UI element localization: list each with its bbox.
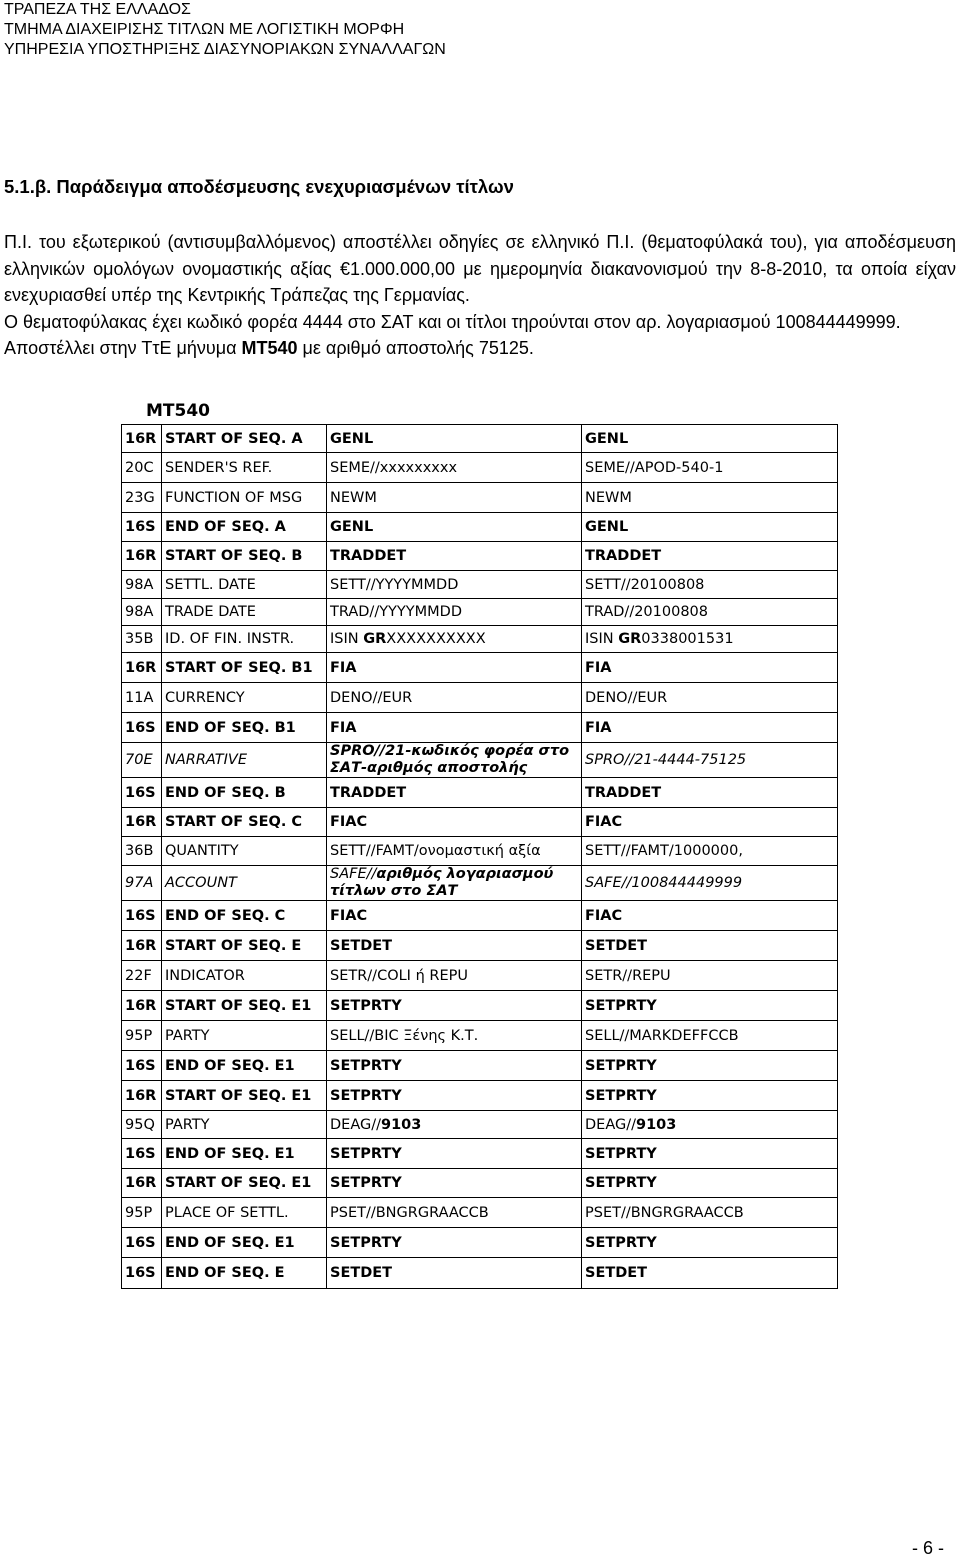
field-format: GENL <box>327 513 582 542</box>
field-value: TRADDET <box>582 778 838 808</box>
intro-p3-message-type: MT540 <box>241 338 298 358</box>
field-format: GENL <box>327 425 582 453</box>
field-format: FIAC <box>327 901 582 931</box>
table-row <box>122 837 838 866</box>
page-number: - 6 - <box>911 1538 944 1558</box>
field-name: FUNCTION OF MSG <box>162 483 327 513</box>
table-row <box>122 991 838 1021</box>
table-row <box>122 653 838 683</box>
field-tag: 16S <box>122 1139 162 1169</box>
field-value: ISIN GR0338001531 <box>582 626 838 653</box>
field-format: NEWM <box>327 483 582 513</box>
field-value: NEWM <box>582 483 838 513</box>
field-name: SETTL. DATE <box>162 571 327 599</box>
field-name: CURRENCY <box>162 683 327 713</box>
field-name: START OF SEQ. E1 <box>162 1169 327 1198</box>
field-name: SENDER'S REF. <box>162 453 327 483</box>
field-name: END OF SEQ. C <box>162 901 327 931</box>
field-format: SELL//BIC Ξένης Κ.Τ. <box>327 1021 582 1051</box>
field-format: SETPRTY <box>327 1169 582 1198</box>
field-name: END OF SEQ. B <box>162 778 327 808</box>
field-tag: 16S <box>122 1228 162 1258</box>
field-format: TRADDET <box>327 542 582 571</box>
field-name: END OF SEQ. A <box>162 513 327 542</box>
table-row <box>122 1169 838 1198</box>
intro-p3-prefix: Αποστέλλει στην ΤτΕ μήνυμα <box>4 338 242 358</box>
field-tag: 16S <box>122 1051 162 1081</box>
table-row <box>122 1198 838 1228</box>
field-tag: 16S <box>122 778 162 808</box>
table-row <box>122 1228 838 1258</box>
field-value: DEAG//9103 <box>582 1111 838 1139</box>
field-value: SPRO//21-4444-75125 <box>582 743 838 778</box>
table-row <box>122 626 838 653</box>
field-format: FIA <box>327 713 582 743</box>
field-format: FIA <box>327 653 582 683</box>
field-tag: 16R <box>122 1081 162 1111</box>
table-title: MT540 <box>146 401 210 421</box>
field-value: SELL//MARKDEFFCCB <box>582 1021 838 1051</box>
field-tag: 95Q <box>122 1111 162 1139</box>
field-format: FIAC <box>327 808 582 837</box>
field-tag: 35B <box>122 626 162 653</box>
field-name: PARTY <box>162 1111 327 1139</box>
field-name: END OF SEQ. B1 <box>162 713 327 743</box>
field-tag: 16S <box>122 513 162 542</box>
table-row <box>122 961 838 991</box>
field-tag: 16S <box>122 901 162 931</box>
intro-text <box>4 229 956 362</box>
field-format: SETPRTY <box>327 1051 582 1081</box>
field-name: END OF SEQ. E <box>162 1258 327 1289</box>
table-row <box>122 571 838 599</box>
table-row <box>122 542 838 571</box>
field-format: SETPRTY <box>327 1081 582 1111</box>
field-value: SAFE//100844449999 <box>582 866 838 901</box>
field-value: SETDET <box>582 931 838 961</box>
table-row <box>122 483 838 513</box>
intro-p3-suffix: με αριθμό αποστολής 75125. <box>297 338 534 358</box>
field-name: START OF SEQ. A <box>162 425 327 453</box>
header-line-1: ΤΡΑΠΕΖΑ ΤΗΣ ΕΛΛΑΔΟΣ <box>4 1 191 18</box>
table-row <box>122 866 838 901</box>
field-name: ACCOUNT <box>162 866 327 901</box>
field-format: SETPRTY <box>327 991 582 1021</box>
field-value: SETT//FAMT/1000000, <box>582 837 838 866</box>
field-value: GENL <box>582 425 838 453</box>
table-row <box>122 425 838 453</box>
table-row <box>122 931 838 961</box>
field-tag: 16R <box>122 991 162 1021</box>
field-format: TRAD//YYYYMMDD <box>327 599 582 626</box>
field-value: SETPRTY <box>582 991 838 1021</box>
field-tag: 95P <box>122 1021 162 1051</box>
field-format: SETPRTY <box>327 1228 582 1258</box>
mt540-table-body <box>122 425 838 1289</box>
field-name: INDICATOR <box>162 961 327 991</box>
field-name: QUANTITY <box>162 837 327 866</box>
table-row <box>122 683 838 713</box>
header-line-2: ΤΜΗΜΑ ΔΙΑΧΕΙΡΙΣΗΣ ΤΙΤΛΩΝ ΜΕ ΛΟΓΙΣΤΙΚΗ ΜΟΡΦΗ <box>4 21 405 38</box>
field-value: DENO//EUR <box>582 683 838 713</box>
field-value: PSET//BNGRGRAACCB <box>582 1198 838 1228</box>
table-row <box>122 513 838 542</box>
table-row <box>122 1111 838 1139</box>
field-format: SETDET <box>327 931 582 961</box>
field-tag: 16R <box>122 931 162 961</box>
field-tag: 23G <box>122 483 162 513</box>
field-tag: 70E <box>122 743 162 778</box>
field-format: SETDET <box>327 1258 582 1289</box>
field-value: SETPRTY <box>582 1139 838 1169</box>
field-name: START OF SEQ. B <box>162 542 327 571</box>
field-value: SETPRTY <box>582 1228 838 1258</box>
section-title: 5.1.β. Παράδειγμα αποδέσμευσης ενεχυριασμένων τίτλων <box>4 176 514 197</box>
field-format: PSET//BNGRGRAACCB <box>327 1198 582 1228</box>
field-value: SETT//20100808 <box>582 571 838 599</box>
field-name: END OF SEQ. E1 <box>162 1228 327 1258</box>
field-format: SEME//xxxxxxxxx <box>327 453 582 483</box>
document-header <box>4 0 446 60</box>
field-format: ISIN GRXXXXXXXXXX <box>327 626 582 653</box>
field-format: SETT//YYYYMMDD <box>327 571 582 599</box>
field-tag: 22F <box>122 961 162 991</box>
field-name: START OF SEQ. B1 <box>162 653 327 683</box>
table-row <box>122 1139 838 1169</box>
field-format: SETPRTY <box>327 1139 582 1169</box>
field-tag: 36B <box>122 837 162 866</box>
table-row <box>122 599 838 626</box>
field-name: END OF SEQ. E1 <box>162 1139 327 1169</box>
field-format: SAFE//αριθμός λογαριασμού τίτλων στο ΣΑΤ <box>327 866 582 901</box>
field-value: FIAC <box>582 901 838 931</box>
header-line-3: ΥΠΗΡΕΣΙΑ ΥΠΟΣΤΗΡΙΞΗΣ ΔΙΑΣΥΝΟΡΙΑΚΩΝ ΣΥΝΑΛΛΑΓΩΝ <box>4 41 446 58</box>
field-tag: 16R <box>122 1169 162 1198</box>
field-name: START OF SEQ. E1 <box>162 991 327 1021</box>
field-name: PARTY <box>162 1021 327 1051</box>
field-format: SPRO//21-κωδικός φορέα στο ΣΑΤ-αριθμός αποστολής <box>327 743 582 778</box>
field-tag: 16R <box>122 808 162 837</box>
table-row <box>122 808 838 837</box>
field-format: DEAG//9103 <box>327 1111 582 1139</box>
field-tag: 97A <box>122 866 162 901</box>
field-value: SETPRTY <box>582 1081 838 1111</box>
field-value: SETPRTY <box>582 1051 838 1081</box>
field-value: GENL <box>582 513 838 542</box>
table-row <box>122 743 838 778</box>
field-value: FIA <box>582 653 838 683</box>
field-name: START OF SEQ. E <box>162 931 327 961</box>
mt540-table <box>121 424 838 1289</box>
field-format: TRADDET <box>327 778 582 808</box>
field-tag: 98A <box>122 599 162 626</box>
field-name: PLACE OF SETTL. <box>162 1198 327 1228</box>
intro-paragraph-3 <box>4 335 956 362</box>
field-value: SETPRTY <box>582 1169 838 1198</box>
field-tag: 16S <box>122 713 162 743</box>
table-row <box>122 778 838 808</box>
table-row <box>122 1051 838 1081</box>
field-format: SETT//FAMT/ονομαστική αξία <box>327 837 582 866</box>
field-value: SETR//REPU <box>582 961 838 991</box>
table-row <box>122 1258 838 1289</box>
field-tag: 16R <box>122 542 162 571</box>
table-row <box>122 901 838 931</box>
field-value: FIA <box>582 713 838 743</box>
field-format: DENO//EUR <box>327 683 582 713</box>
intro-paragraph-2: Ο θεματοφύλακας έχει κωδικό φορέα 4444 στο ΣΑΤ και οι τίτλοι τηρούνται στον αρ. λογαριασμού 100844449999. <box>4 311 901 332</box>
table-row <box>122 1021 838 1051</box>
field-tag: 16R <box>122 653 162 683</box>
field-value: FIAC <box>582 808 838 837</box>
table-row <box>122 713 838 743</box>
field-value: TRADDET <box>582 542 838 571</box>
field-tag: 16S <box>122 1258 162 1289</box>
field-tag: 95P <box>122 1198 162 1228</box>
intro-paragraph-1: Π.Ι. του εξωτερικού (αντισυμβαλλόμενος) αποστέλλει οδηγίες σε ελληνικό Π.Ι. (θεματοφύλακά του), για αποδέσμευση ελληνικών ομολόγων ονομαστικής αξίας €1.000.000,00 με ημερομηνία διακανονισμού την 8-8-2010, τα οποία είχαν ενεχυριασθεί υπέρ της Κεντρικής Τράπεζας της Γερμανίας. <box>4 232 956 305</box>
field-value: SETDET <box>582 1258 838 1289</box>
field-value: TRAD//20100808 <box>582 599 838 626</box>
field-format: SETR//COLI ή REPU <box>327 961 582 991</box>
field-name: TRADE DATE <box>162 599 327 626</box>
field-name: END OF SEQ. E1 <box>162 1051 327 1081</box>
field-tag: 16R <box>122 425 162 453</box>
field-name: NARRATIVE <box>162 743 327 778</box>
table-row <box>122 1081 838 1111</box>
table-row <box>122 453 838 483</box>
field-name: ID. OF FIN. INSTR. <box>162 626 327 653</box>
field-value: SEME//APOD-540-1 <box>582 453 838 483</box>
field-tag: 11A <box>122 683 162 713</box>
field-name: START OF SEQ. C <box>162 808 327 837</box>
field-name: START OF SEQ. E1 <box>162 1081 327 1111</box>
field-tag: 98A <box>122 571 162 599</box>
field-tag: 20C <box>122 453 162 483</box>
